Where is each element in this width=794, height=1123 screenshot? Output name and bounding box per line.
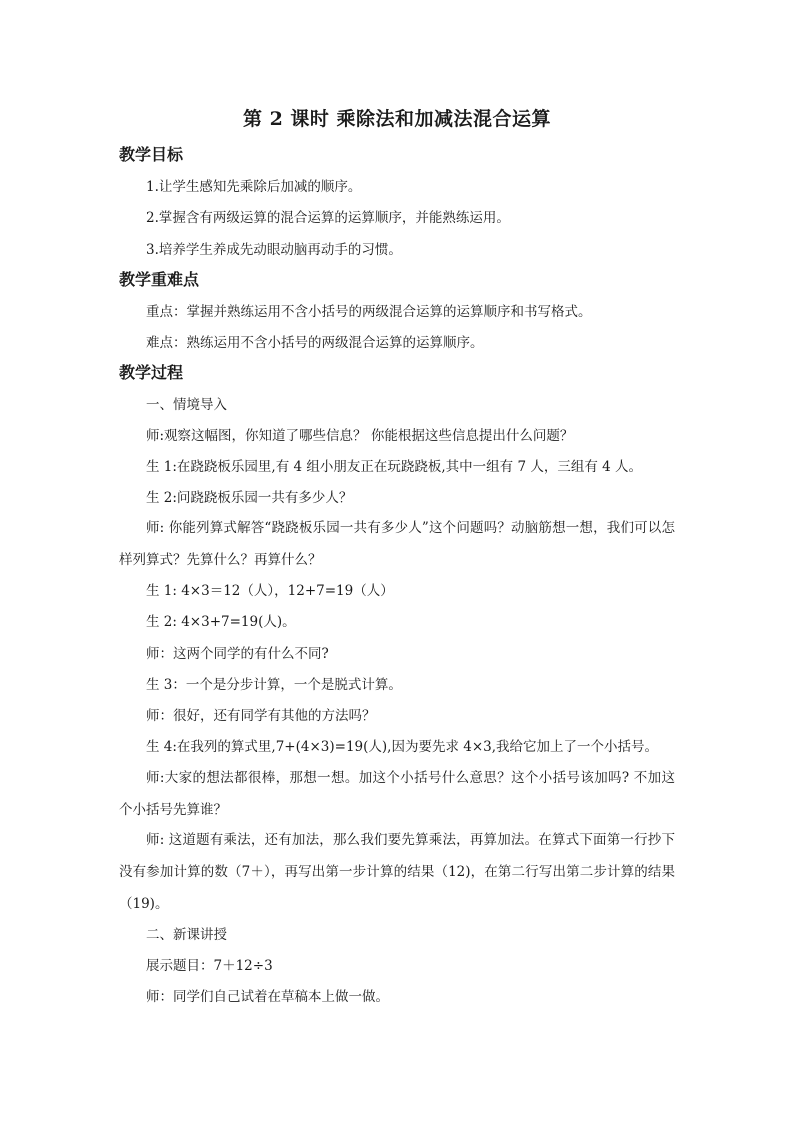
goal-item: 1.让学生感知先乘除后加减的顺序。 (146, 179, 362, 195)
goal-item: 2.掌握含有两级运算的混合运算的运算顺序，并能熟练运用。 (146, 210, 510, 226)
section-title: 二、新课讲授 (146, 927, 227, 943)
section-title: 一、情境导入 (146, 397, 227, 413)
keypoint-item: 难点：熟练运用不含小括号的两级混合运算的运算顺序。 (146, 335, 484, 351)
paragraph: 师：很好，还有同学有其他的方法吗？ (146, 708, 376, 724)
paragraph: 师:大家的想法都很棒，那想一想。加这个小括号什么意思？这个小括号该加吗? 不加这个小括号先算谁？ (119, 770, 675, 818)
goals-heading: 教学目标 (119, 145, 184, 164)
paragraph: 生 2:问跷跷板乐园一共有多少人？ (146, 490, 353, 506)
keypoints-heading: 教学重难点 (119, 270, 200, 289)
paragraph: 师: 这道题有乘法，还有加法，那么我们要先算乘法，再算加法。在算式下面第一行抄下没有参加计算的数（7＋），再写出第一步计算的结果（12)，在第二行写出第二步计算的结果（19)。 (119, 832, 675, 912)
paragraph: 展示题目：7＋12÷3 (146, 958, 273, 974)
paragraph: 师:观察这幅图，你知道了哪些信息？ 你能根据这些信息提出什么问题？ (146, 428, 574, 444)
paragraph: 生 4:在我列的算式里,7+(4×3)=19(人),因为要先求 4×3,我给它加上了一个小括号。 (146, 739, 659, 755)
paragraph: 生 3：一个是分步计算，一个是脱式计算。 (146, 677, 402, 693)
paragraph: 生 1: 4×3＝12（人），12+7=19（人） (146, 583, 394, 599)
paragraph: 师：这两个同学的有什么不同? (146, 646, 329, 662)
process-heading: 教学过程 (119, 363, 184, 382)
paragraph: 师：同学们自己试着在草稿本上做一做。 (146, 989, 389, 1005)
goal-item: 3.培养学生养成先动眼动脑再动手的习惯。 (146, 242, 402, 258)
paragraph: 师: 你能列算式解答“跷跷板乐园一共有多少人”这个问题吗？动脑筋想一想，我们可以怎样列算式？先算什么？再算什么？ (119, 520, 675, 568)
lesson-title: 第 2 课时 乘除法和加减法混合运算 (242, 108, 552, 130)
paragraph: 生 1:在跷跷板乐园里,有 4 组小朋友正在玩跷跷板,其中一组有 7 人，三组有 4 人。 (146, 459, 643, 475)
keypoint-item: 重点：掌握并熟练运用不含小括号的两级混合运算的运算顺序和书写格式。 (146, 304, 592, 320)
paragraph: 生 2: 4×3+7=19(人)。 (146, 614, 296, 630)
